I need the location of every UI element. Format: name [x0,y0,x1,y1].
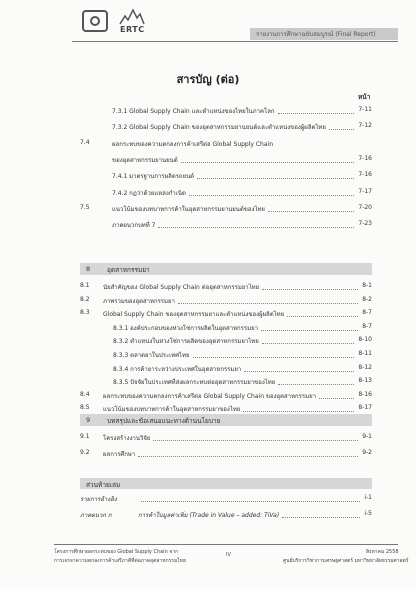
section-number: 9 [86,416,91,424]
toc-leader-dots [138,449,358,457]
toc-number: 8.2 [80,295,90,303]
toc-row[interactable] [80,336,372,345]
toc-leader-dots [243,404,354,412]
toc-row[interactable] [80,391,372,400]
toc-page-number: 9-2 [362,449,372,456]
toc-page-number: 8-2 [362,295,372,303]
section-9-header [80,414,372,426]
toc-row[interactable] [80,510,372,519]
toc-page-number: 8-12 [358,363,372,371]
toc-entry-text: 7.4.2 กฎว่าด้วยแหล่งกำเนิด [112,189,186,197]
toc-page-number: 9-1 [362,433,372,440]
report-title: รายงานการศึกษาฉบับสมบูรณ์ (Final Report) [256,31,376,38]
toc-row[interactable] [80,220,372,229]
toc-number: 8.3 [80,309,90,317]
toc-leader-dots [278,106,354,114]
toc-leader-dots [278,377,354,385]
toc-entry-text: 7.3.2 Global Supply Chain ของอุตสาหกรรมยานยนต์และตำแหน่งของผู้ผลิตไทย [112,124,326,132]
ertc-logo-icon [118,8,146,26]
ertc-logo [118,8,146,38]
toc-entry-text: โครงสร้างงานวิจัย [103,435,151,442]
toc-leader-dots [262,336,354,344]
toc-number: 9.1 [80,433,90,440]
toc-number: 8.5 [80,404,90,412]
toc-page-number: 8-10 [358,336,372,344]
toc-leader-dots [261,323,358,331]
toc-entry-text: 8.3.2 ตำแหน่งในห่วงโซ่การผลิตของอุตสาหกรรมยาไทย [113,338,259,346]
toc-entry-text: 7.3.1 Global Supply Chain และตำแหน่งของไทยในภาคโลก [112,108,275,115]
footer-project-line-2: การเจรจาความตกลงการค้าเสรีภาคีที่ต่อภาคอุตสาหกรรมไทย [54,558,187,564]
toc-page-number: 8-7 [362,322,372,330]
toc-leader-dots [197,171,354,179]
toc-page-number: 8-17 [358,404,372,412]
toc-row[interactable] [80,204,372,213]
toc-page-number: i-5 [364,510,372,517]
toc-leader-dots [158,220,354,228]
toc-row[interactable] [80,309,372,318]
footer-organization: ศูนย์บริการวิชาการเศรษฐศาสตร์ มหาวิทยาลัยธรรมศาสตร์ [283,558,409,564]
toc-leader-dots [282,510,360,518]
toc-row[interactable] [80,188,372,197]
toc-page-number: 7-20 [358,203,372,211]
toc-leader-dots [287,309,358,317]
toc-entry-text: แนวโน้มของบทบาทการค้าในอุตสาหกรรมยาของไทย [103,406,241,414]
appendix-header [80,478,372,489]
toc-row[interactable] [80,350,372,359]
section-title: อุตสาหกรรมยา [107,266,150,274]
section-title: บทสรุปและข้อเสนอแนะทางด้านนโยบาย [107,417,221,425]
toc-leader-dots [189,188,354,196]
toc-entry-text: Global Supply Chain ของอุตสาหกรรมยาและตำแหน่งของผู้ผลิตไทย [103,311,285,319]
toc-entry-text: 7.4.1 มาตรฐานการผลิตรถยนต์ [112,173,195,181]
toc-row[interactable] [80,122,372,131]
toc-page-number: 8-11 [358,350,372,357]
toc-leader-dots [181,155,354,163]
toc-row[interactable] [80,404,372,413]
toc-leader-dots [268,204,354,212]
toc-page-number: 8-7 [362,309,372,317]
toc-page-number: 8-16 [358,390,372,398]
toc-entry-text: แนวโน้มของบทบาทการค้าในอุตสาหกรรมยานยนต์ของไทย [112,205,265,213]
institution-logo-icon [82,10,108,32]
toc-page-number: 7-23 [358,220,372,228]
toc-row[interactable] [80,282,372,291]
toc-page-number: 7-12 [358,122,372,130]
toc-page-number: 8-13 [358,377,372,385]
toc-row[interactable] [80,449,372,458]
toc-entry-text: ภาพรวมของอุตสาหกรรมยา [103,297,175,305]
toc-entry-text: 8.3.4 การค้ายาระหว่างประเทศในอุตสาหกรรมยา [113,365,242,373]
toc-leader-dots [329,122,354,130]
toc-entry-text: ของอุตสาหกรรมยานยนต์ [112,156,178,164]
toc-entry-text: ภาคผนวกบทที่ 7 [112,222,156,230]
toc-leader-dots [178,296,358,304]
toc-row[interactable] [80,296,372,305]
toc-entry-text: 8.3.3 ตลาดยาในประเทศไทย [113,352,190,359]
toc-row[interactable] [80,171,372,180]
toc-row[interactable] [80,139,372,148]
toc-leader-dots [244,364,354,372]
toc-row[interactable] [80,106,372,115]
toc-row[interactable] [80,494,372,503]
section-number: 8 [86,265,91,273]
toc-entry-text: 8.3.5 ปัจจัยในประเทศที่ส่งผลกระทบต่ออุตสาหกรรมยาของไทย [113,379,276,387]
toc-entry-text: ผลการศึกษา [103,451,136,458]
toc-leader-dots [193,350,354,358]
toc-leader-dots [319,391,354,399]
appendix-title: ส่วนท้ายเล่ม [86,481,121,489]
toc-row[interactable] [80,155,372,164]
footer-page-number: IV [226,552,231,558]
toc-entry-text: 8.3.1 องค์ประกอบของห่วงโซ่การผลิตในอุตสาหกรรมยา [113,324,258,332]
toc-number: 8.4 [80,390,90,398]
page-header [72,6,398,40]
footer-date: สิงหาคม 2558 [366,549,399,555]
toc-entry-text: การค้าในมูลค่าเพิ่ม (Trade in Value – added: TiVa) [138,512,280,519]
toc-number: รายการอ้างอิง [80,496,117,503]
footer-project-line-1: โครงการศึกษาผลกระทบของ Global Supply Chain จาก [54,549,179,555]
toc-entry-text: ผลกระทบของความตกลงการค้าเสรีต่อ Global Supply Chain ของอุตสาหกรรมยา [103,392,316,400]
toc-number: ภาคผนวก ก [80,512,112,519]
toc-entry-text: นัยสำคัญของ Global Supply Chain ต่ออุตสาหกรรมยาไทย [103,284,260,291]
page-title: สารบัญ (ต่อ) [176,73,240,86]
toc-entry-text: ผลกระทบของความตกลงการค้าเสรีต่อ Global Supply Chain [112,140,274,148]
toc-leader-dots [141,494,360,502]
page-column-header: หน้า [358,93,371,101]
toc-number: 7.4 [80,138,90,146]
toc-page-number: 8-1 [362,282,372,289]
footer-divider [54,544,398,545]
section-8-header [80,263,372,275]
toc-row[interactable] [80,364,372,373]
toc-row[interactable] [80,433,372,442]
toc-row[interactable] [80,323,372,332]
toc-number: 9.2 [80,449,90,456]
toc-page-number: 7-16 [358,171,372,179]
toc-row[interactable] [80,377,372,386]
toc-leader-dots [262,282,358,290]
toc-leader-dots [153,433,358,441]
toc-number: 8.1 [80,282,90,289]
toc-page-number: 7-11 [358,106,372,113]
toc-page-number: i-1 [364,494,372,501]
ertc-logo-text: ERTC [120,25,145,34]
toc-page-number: 7-17 [358,187,372,195]
header-divider [72,41,398,42]
toc-number: 7.5 [80,203,90,211]
toc-page-number: 7-16 [358,154,372,162]
